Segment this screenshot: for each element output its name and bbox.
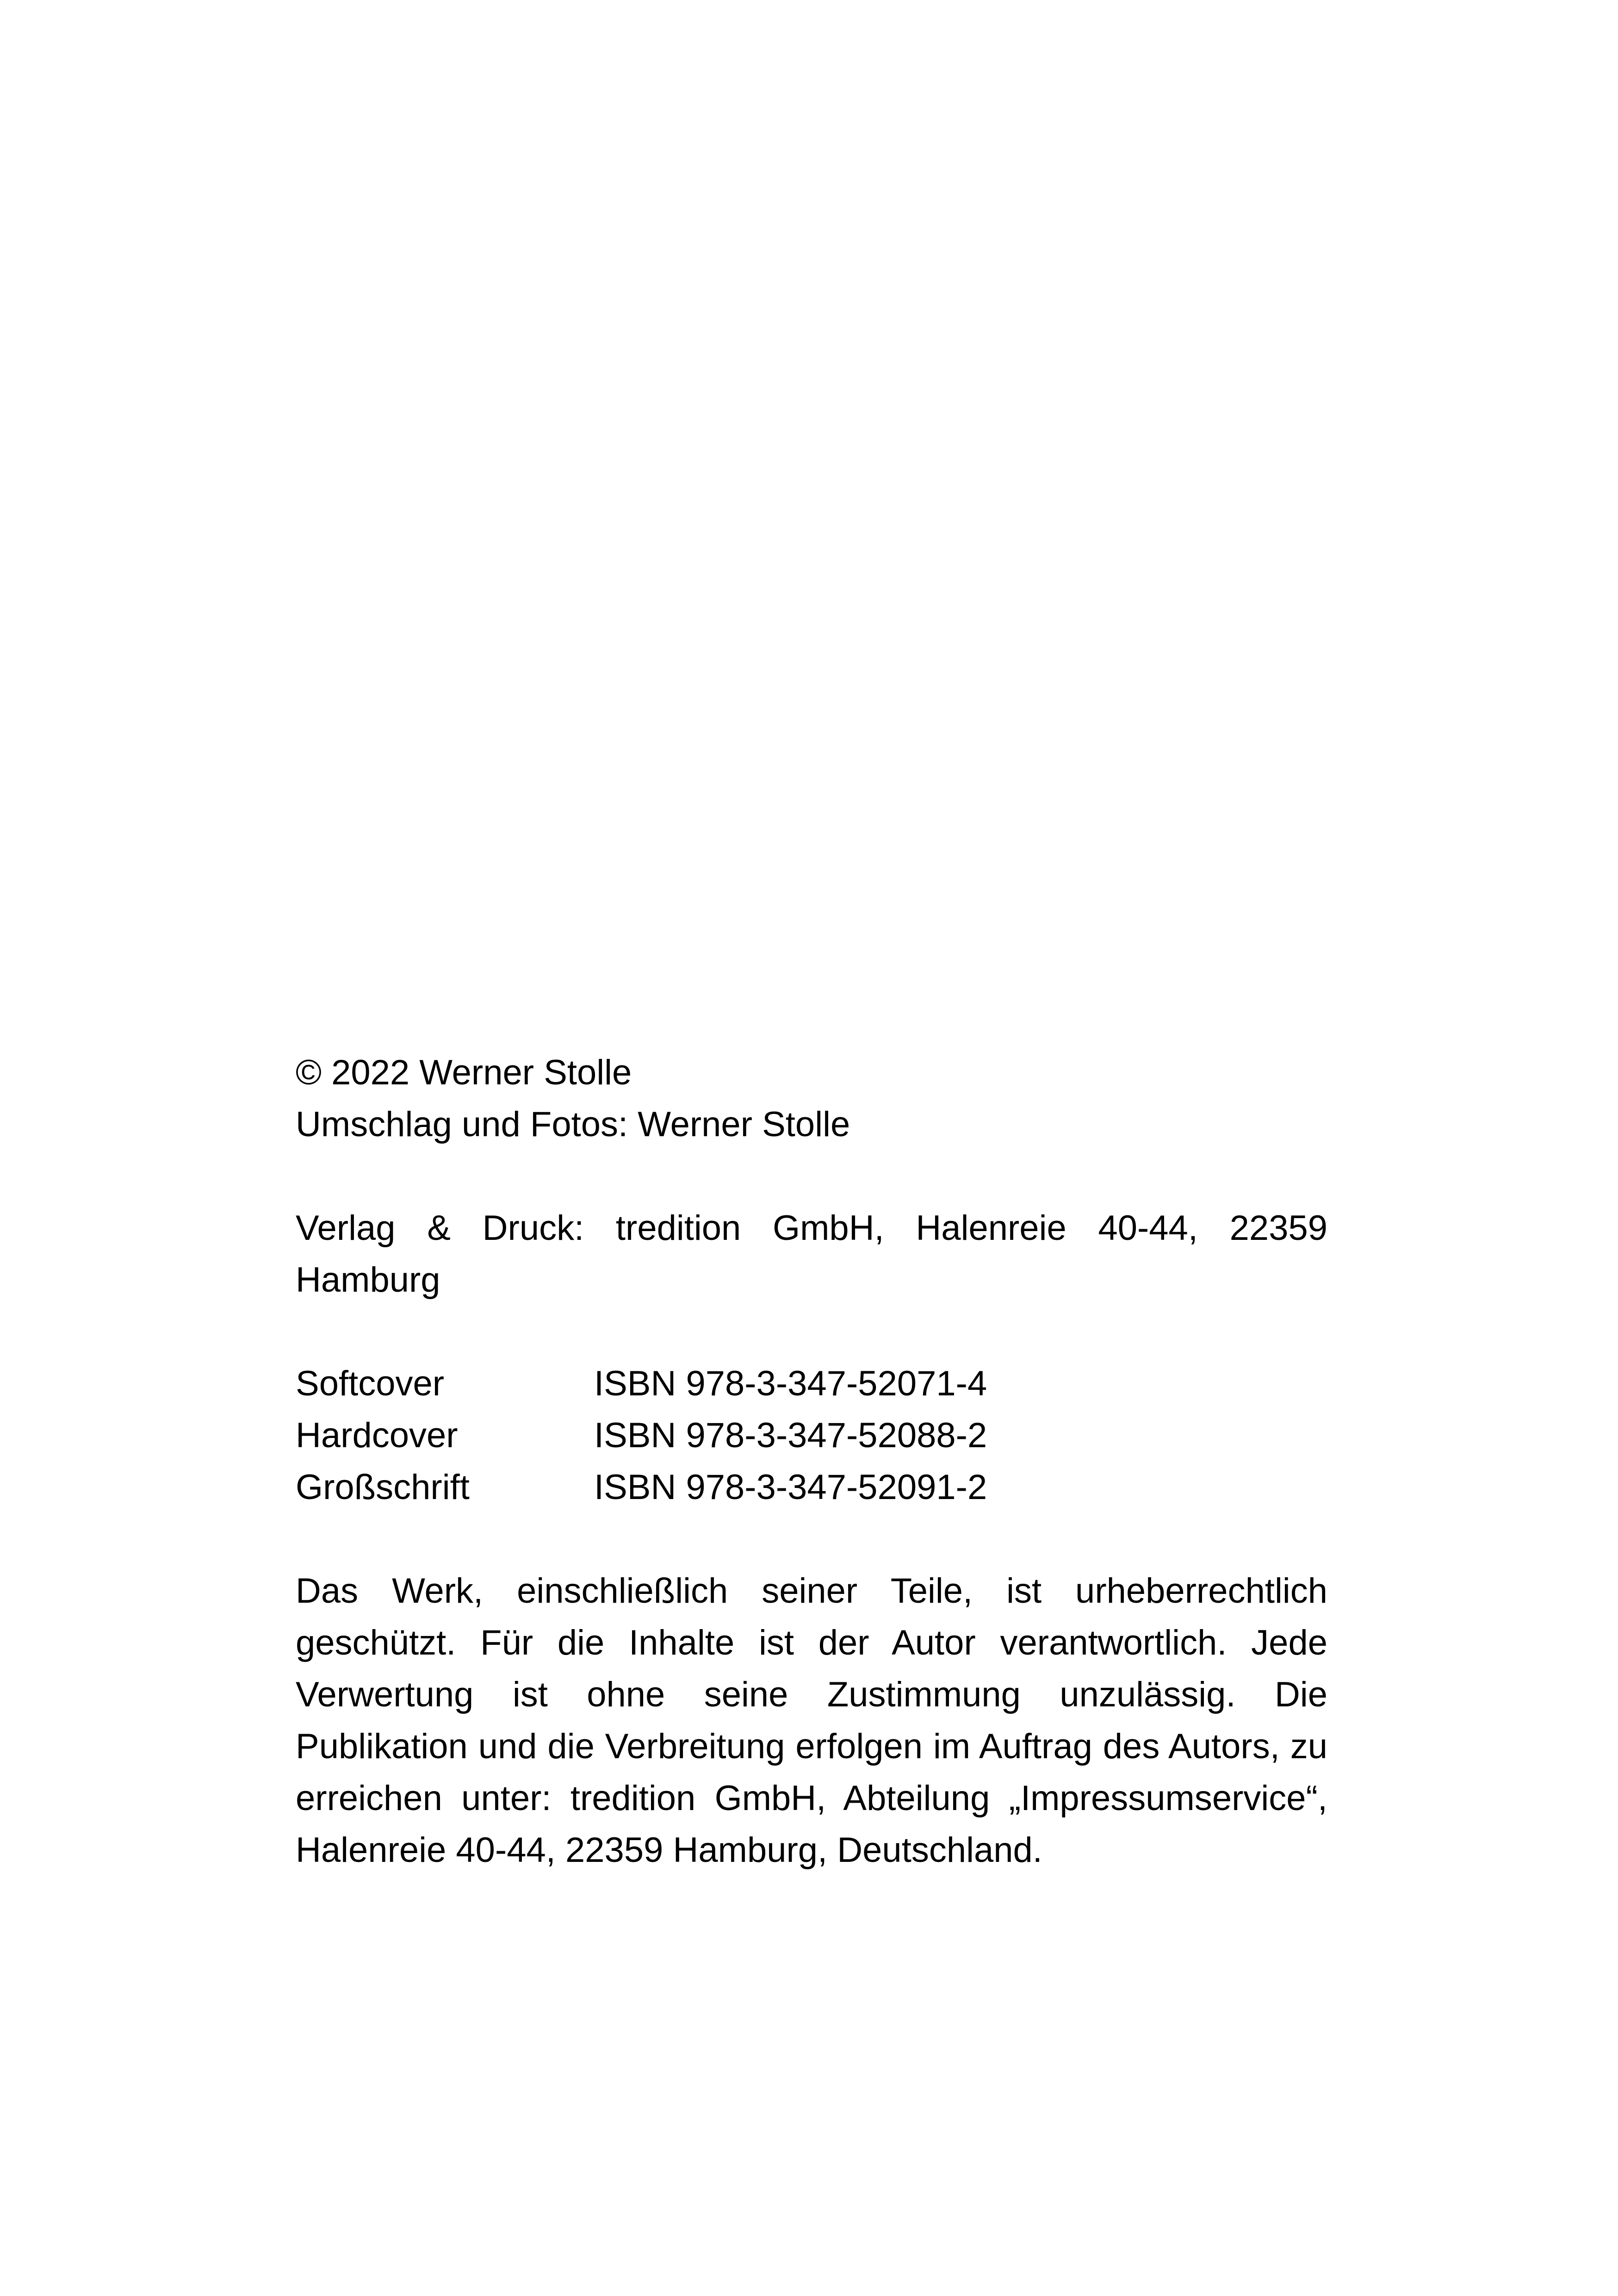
isbn-table <box>296 1358 987 1513</box>
cover-credit-line: Umschlag und Fotos: Werner Stolle <box>296 1105 850 1144</box>
isbn-number: ISBN 978-3-347-52091-2 <box>594 1468 987 1507</box>
imprint-block <box>296 1047 1327 1876</box>
isbn-row <box>296 1462 987 1513</box>
legal-notice-paragraph: Das Werk, einschließlich seiner Teile, ist urheberrechtlich geschützt. Für die Inhalte ist der Autor verantwortlich. Jede Verwertung ist ohne seine Zustimmung unzulässig. Die Publikation und die Verbreitung erfolgen im Auftrag des Autors, zu erreichen unter: tredition GmbH, Abteilung „Impressumservice“, Halenreie 40-44, 22359 Hamburg, Deutschland. <box>296 1571 1327 1870</box>
isbn-row <box>296 1410 987 1462</box>
isbn-format-label: Großschrift <box>296 1468 470 1507</box>
spacer <box>296 1306 1327 1358</box>
spacer <box>296 1151 1327 1202</box>
isbn-format-label: Hardcover <box>296 1416 458 1455</box>
isbn-format-label: Softcover <box>296 1364 445 1403</box>
isbn-number: ISBN 978-3-347-52088-2 <box>594 1416 987 1455</box>
isbn-row <box>296 1358 987 1410</box>
isbn-number: ISBN 978-3-347-52071-4 <box>594 1364 987 1403</box>
publisher-paragraph: Verlag & Druck: tredition GmbH, Halenreie 40-44, 22359 Hamburg <box>296 1208 1327 1300</box>
copyright-line: © 2022 Werner Stolle <box>296 1053 632 1092</box>
spacer <box>296 1513 1327 1565</box>
